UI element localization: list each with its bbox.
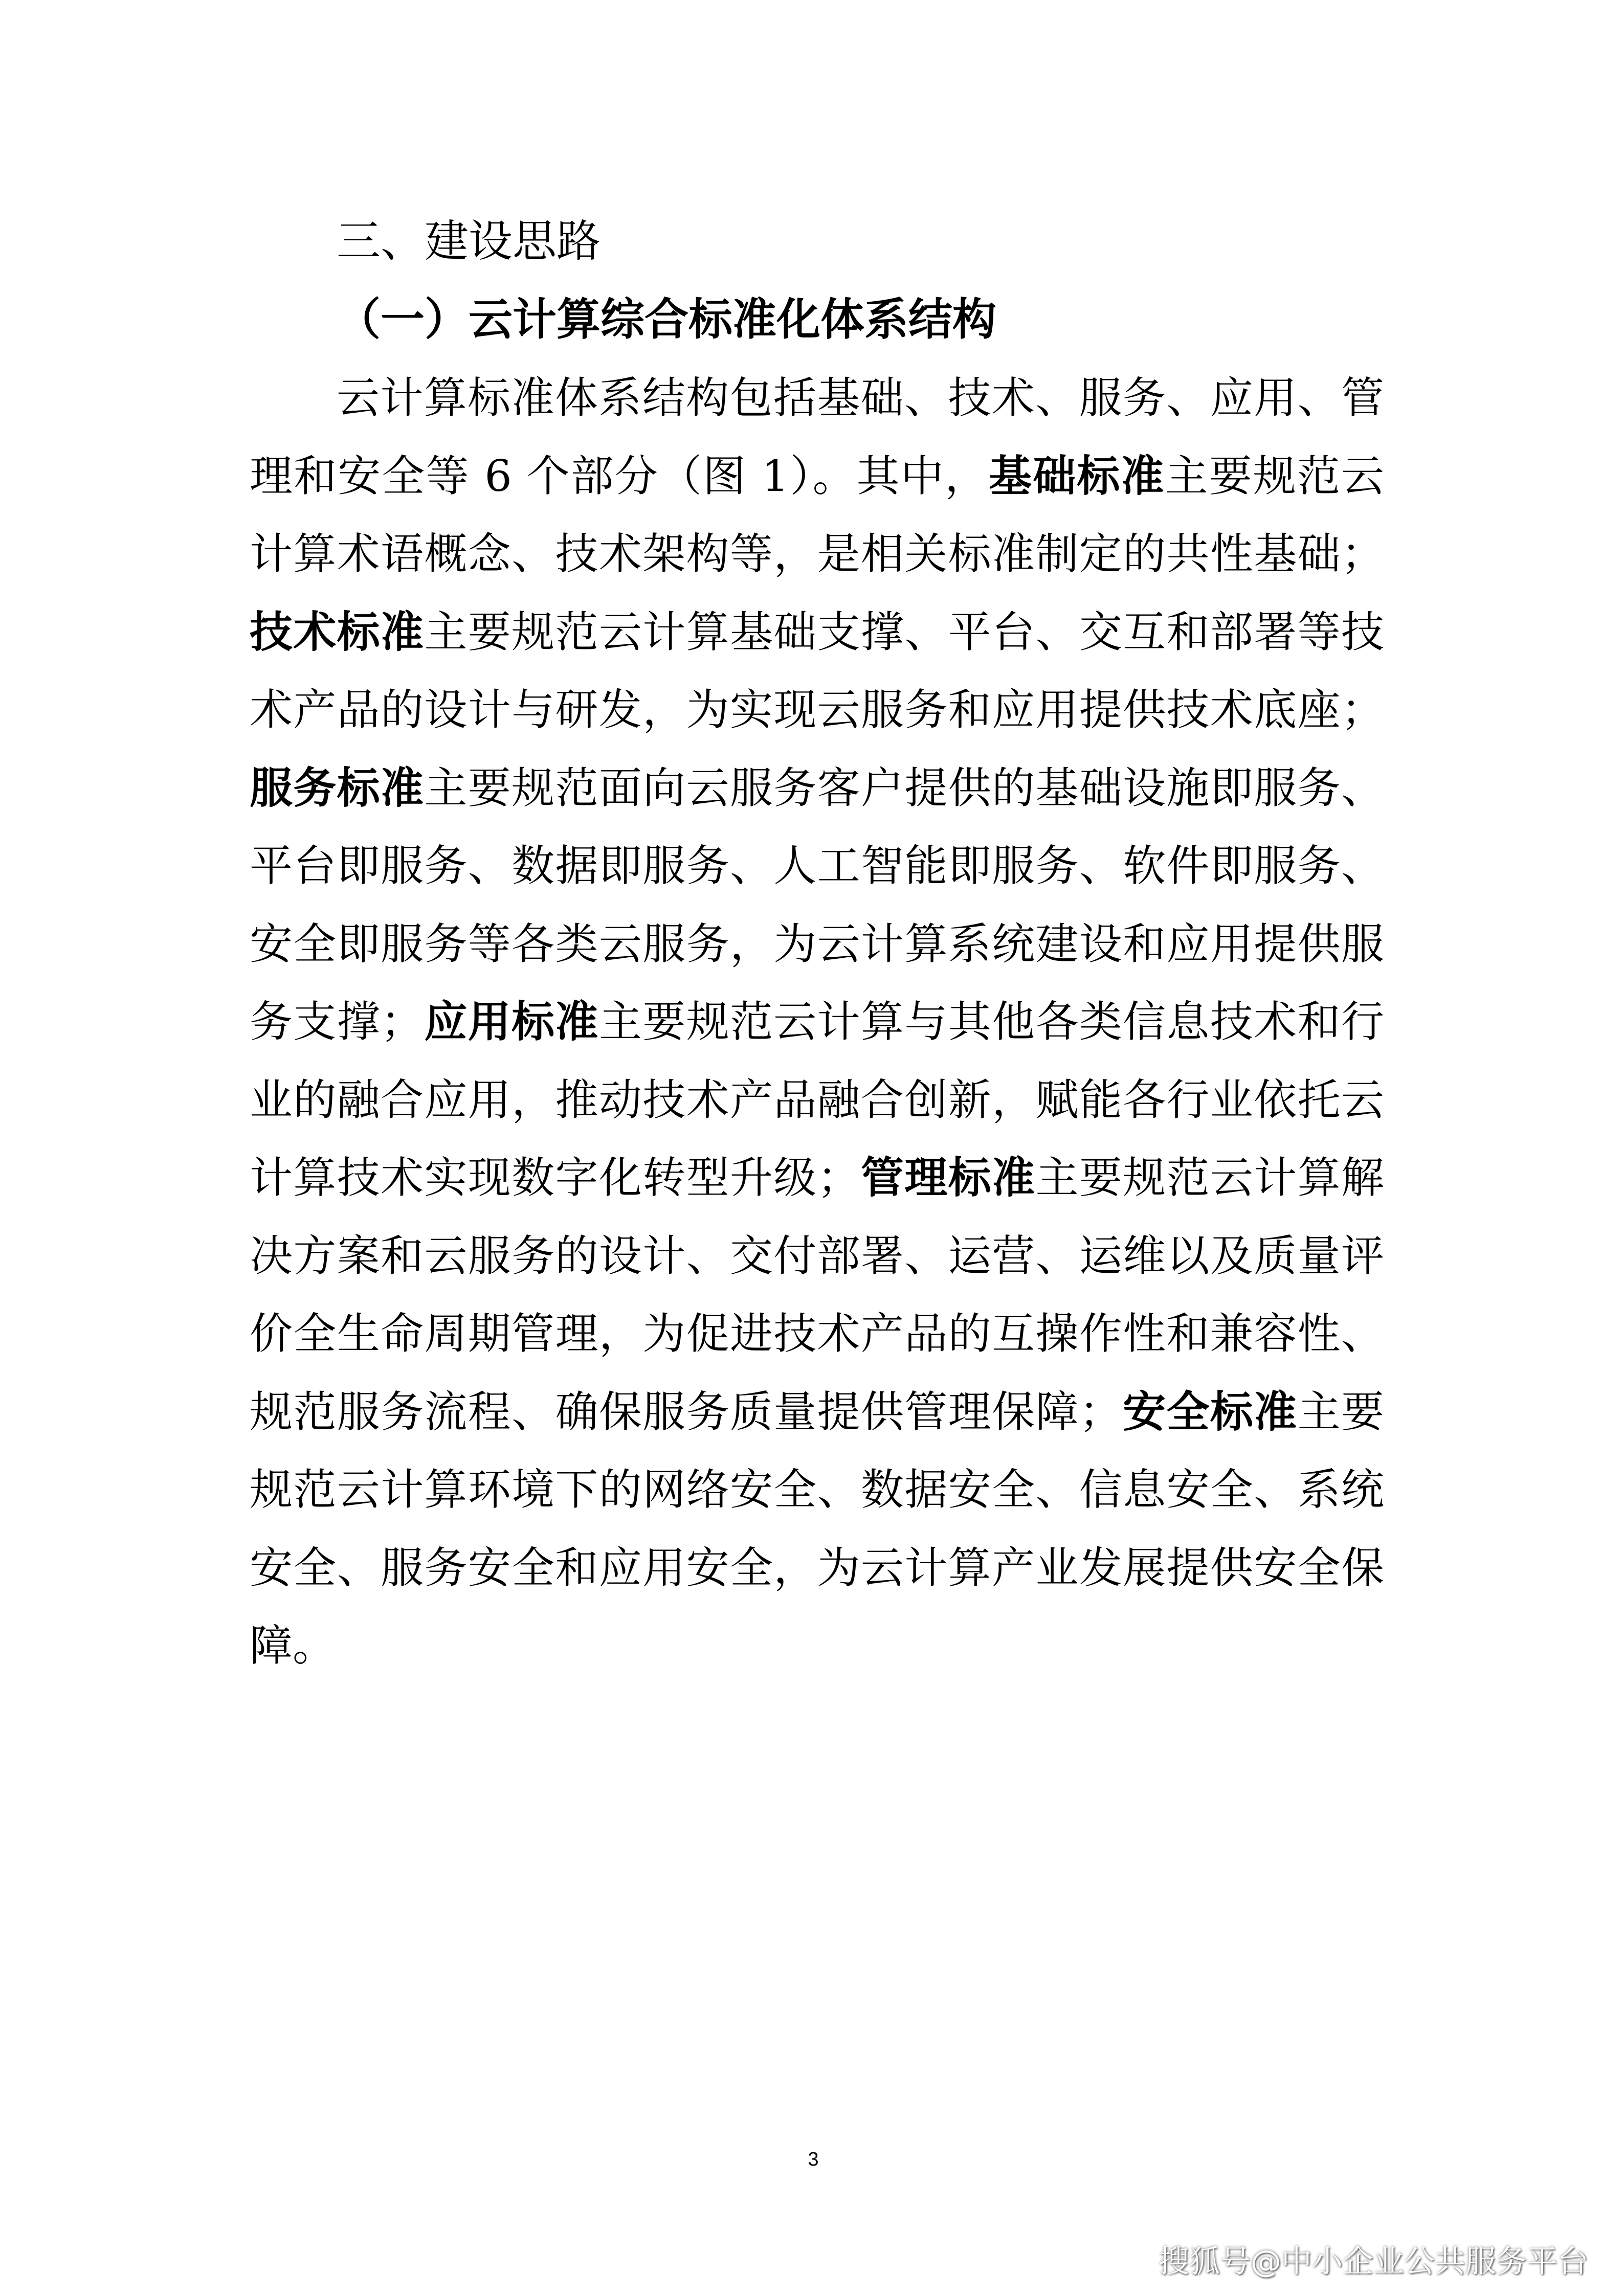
paragraph-line — [250, 1152, 1384, 1203]
paragraph-text: 业的融合应用，推动技术产品融合创新，赋能各行业依托云 — [250, 1075, 1384, 1125]
keyword-text: 应用标准 — [424, 997, 599, 1047]
paragraph-line — [250, 528, 1384, 579]
paragraph-text: 决方案和云服务的设计、交付部署、运营、运维以及质量评 — [250, 1231, 1384, 1281]
paragraph-line — [250, 606, 1384, 658]
paragraph-text: 规范云计算环境下的网络安全、数据安全、信息安全、系统 — [250, 1465, 1384, 1515]
keyword-text: 技术标准 — [250, 607, 425, 657]
paragraph-text: 主要规范云 — [1165, 451, 1384, 501]
sub-heading: （一）云计算综合标准化体系结构 — [337, 294, 996, 345]
paragraph-line — [250, 918, 1384, 970]
paragraph-line — [250, 451, 1384, 502]
paragraph-line — [250, 1620, 1384, 1671]
paragraph-text: 术产品的设计与研发，为实现云服务和应用提供技术底座； — [250, 685, 1384, 735]
paragraph-line — [250, 762, 1384, 814]
keyword-text: 基础标准 — [989, 451, 1165, 501]
paragraph-line — [250, 1542, 1384, 1593]
paragraph-line — [250, 1074, 1384, 1126]
keyword-text: 管理标准 — [860, 1153, 1036, 1203]
keyword-text: 安全标准 — [1122, 1387, 1298, 1437]
paragraph-text: 云计算标准体系结构包括基础、技术、服务、应用、管 — [337, 373, 1384, 423]
paragraph-line — [250, 1308, 1384, 1359]
paragraph-text: 计算技术实现数字化转型升级； — [250, 1153, 860, 1203]
paragraph-line — [250, 840, 1384, 891]
paragraph-text: 安全即服务等各类云服务，为云计算系统建设和应用提供服 — [250, 919, 1384, 969]
paragraph-text: 价全生命周期管理，为促进技术产品的互操作性和兼容性、 — [250, 1309, 1384, 1359]
paragraph-text: 障。 — [250, 1620, 336, 1671]
paragraph-line — [250, 1464, 1384, 1515]
paragraph-text: 主要规范云计算与其他各类信息技术和行 — [598, 997, 1384, 1047]
paragraph-text: 规范服务流程、确保服务质量提供管理保障； — [250, 1387, 1122, 1437]
paragraph-text: 安全、服务安全和应用安全，为云计算产业发展提供安全保 — [250, 1543, 1384, 1593]
section-heading: 三、建设思路 — [337, 216, 600, 267]
paragraph-text: 平台即服务、数据即服务、人工智能即服务、软件即服务、 — [250, 841, 1384, 891]
paragraph-line — [250, 1386, 1384, 1437]
paragraph-text: 主要规范云计算基础支撑、平台、交互和部署等技 — [424, 607, 1384, 657]
keyword-text: 服务标准 — [250, 763, 425, 813]
paragraph-line — [250, 1230, 1384, 1281]
paragraph-text: 主要规范面向云服务客户提供的基础设施即服务、 — [424, 763, 1384, 813]
paragraph-text: 主要规范云计算解 — [1035, 1153, 1384, 1203]
paragraph-text: 务支撑； — [250, 997, 424, 1047]
paragraph-line — [250, 996, 1384, 1047]
paragraph-text: 计算术语概念、技术架构等，是相关标准制定的共性基础； — [250, 529, 1384, 579]
paragraph-text: 理和安全等 6 个部分（图 1）。其中， — [250, 451, 989, 501]
paragraph-line — [337, 372, 1384, 423]
paragraph-text: 主要 — [1297, 1387, 1384, 1437]
watermark-text: 搜狐号@中小企业公共服务平台 — [1159, 2244, 1588, 2280]
paragraph-line — [250, 684, 1384, 735]
page-number: 3 — [808, 2149, 819, 2170]
